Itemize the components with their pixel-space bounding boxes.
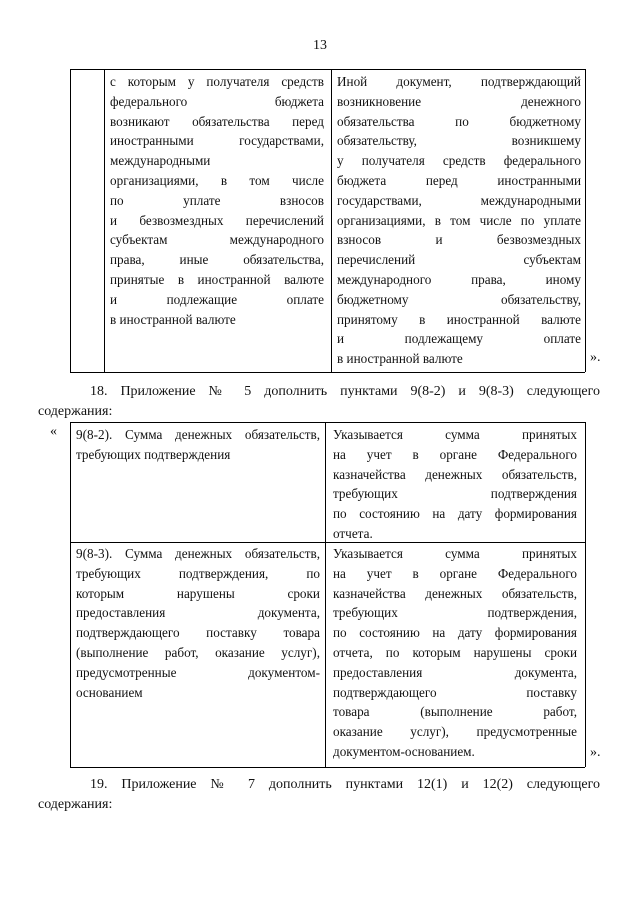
- text-line: права, иные обязательства,: [110, 252, 324, 268]
- text-line: взносов и безвозмездных: [337, 232, 581, 248]
- text-line: товара (выполнение работ,: [333, 704, 577, 720]
- text-line: международными: [110, 153, 211, 169]
- table2-row2-right-cell: [333, 544, 577, 762]
- text-line: принятые в иностранной валюте: [110, 271, 324, 287]
- text-line: и подлежащему оплате: [337, 331, 581, 347]
- text-line: требующих подтверждения, по: [76, 565, 320, 581]
- table1-right-border: [585, 69, 586, 372]
- table2-open-quote: «: [50, 424, 57, 439]
- text-line: основанием: [76, 684, 143, 700]
- text-line: государствами, международными: [337, 192, 581, 208]
- text-line: подтверждающего поставку товара: [76, 625, 320, 641]
- text-line: бюджетному обязательству,: [337, 291, 581, 307]
- paragraph-line: содержания:: [38, 797, 113, 812]
- text-line: по состоянию на дату формирования: [333, 625, 577, 641]
- text-line: по уплате взносов: [110, 192, 324, 208]
- text-line: 9(8-2). Сумма денежных обязательств,: [76, 427, 320, 442]
- text-line: с которым у получателя средств: [110, 74, 324, 89]
- text-line: в иностранной валюте: [110, 311, 236, 327]
- text-line: субъектам международного: [110, 232, 324, 248]
- text-line: у получателя средств федерального: [337, 153, 581, 169]
- text-line: федерального бюджета: [110, 93, 324, 109]
- table2-close-quote: ».: [590, 745, 601, 760]
- text-line: Иной документ, подтверждающий: [337, 74, 581, 89]
- text-line: оказание услуг), предусмотренные: [333, 724, 577, 740]
- table2-bottom-border: [70, 767, 585, 768]
- text-line: предоставления документа,: [333, 664, 577, 680]
- text-line: принятому в иностранной валюте: [337, 311, 581, 327]
- text-line: предоставления документа,: [76, 605, 320, 621]
- table1-inner-left-border: [104, 69, 105, 372]
- table2-row2-left-cell: [76, 544, 320, 702]
- paragraph-line: 18. Приложение № 5 дополнить пунктами 9(8-2) и 9(8-3) следующего: [90, 384, 600, 399]
- text-line: подтверждающего поставку: [333, 684, 577, 700]
- table2-top-border: [70, 422, 585, 423]
- table1-left-cell: [110, 72, 324, 329]
- table1-outer-left-border: [70, 69, 71, 372]
- text-line: отчета, по которым нарушены сроки: [333, 644, 577, 660]
- page-number: 13: [313, 38, 327, 53]
- text-line: международного права, иному: [337, 271, 581, 287]
- text-line: обязательства по бюджетному: [337, 113, 581, 129]
- text-line: Указывается сумма принятых: [333, 427, 577, 442]
- text-line: возникают обязательства перед: [110, 113, 324, 129]
- table1-bottom-border: [70, 372, 585, 373]
- text-line: и безвозмездных перечислений: [110, 212, 324, 228]
- table2-left-border: [70, 422, 71, 767]
- text-line: 9(8-3). Сумма денежных обязательств,: [76, 546, 320, 561]
- text-line: по состоянию на дату формирования: [333, 506, 577, 522]
- text-line: документом-основанием.: [333, 743, 475, 759]
- text-line: требующих подтверждения: [333, 486, 577, 502]
- text-line: в иностранной валюте: [337, 351, 463, 367]
- text-line: обязательству, возникшему: [337, 133, 581, 149]
- text-line: организациями, в том числе по уплате: [337, 212, 581, 228]
- text-line: иностранными государствами,: [110, 133, 324, 149]
- table2-mid-border: [325, 422, 326, 767]
- text-line: предусмотренные документом-: [76, 664, 320, 680]
- table1-top-border: [70, 69, 585, 70]
- text-line: казначейства денежных обязательств,: [333, 466, 577, 482]
- text-line: которым нарушены сроки: [76, 585, 320, 601]
- text-line: (выполнение работ, оказание услуг),: [76, 644, 320, 660]
- table1-right-cell: [337, 72, 581, 369]
- text-line: на учет в органе Федерального: [333, 446, 577, 462]
- text-line: бюджета перед иностранными: [337, 172, 581, 188]
- text-line: возникновение денежного: [337, 93, 581, 109]
- paragraph-19: [38, 775, 600, 815]
- table1-mid-border: [331, 69, 332, 372]
- table2-right-border: [585, 422, 586, 767]
- paragraph-line: содержания:: [38, 404, 113, 419]
- text-line: на учет в органе Федерального: [333, 565, 577, 581]
- text-line: Указывается сумма принятых: [333, 546, 577, 561]
- text-line: требующих подтверждения,: [333, 605, 577, 621]
- paragraph-18: [38, 382, 600, 422]
- table1-close-quote: ».: [590, 350, 601, 365]
- text-line: перечислений субъектам: [337, 252, 581, 268]
- paragraph-line: 19. Приложение № 7 дополнить пунктами 12(1) и 12(2) следующего: [90, 777, 600, 792]
- text-line: организациями, в том числе: [110, 172, 324, 188]
- text-line: отчета.: [333, 525, 373, 541]
- table2-row1-left-cell: [76, 425, 320, 465]
- text-line: и подлежащие оплате: [110, 291, 324, 307]
- text-line: требующих подтверждения: [76, 446, 231, 462]
- text-line: казначейства денежных обязательств,: [333, 585, 577, 601]
- table2-row1-right-cell: [333, 425, 577, 544]
